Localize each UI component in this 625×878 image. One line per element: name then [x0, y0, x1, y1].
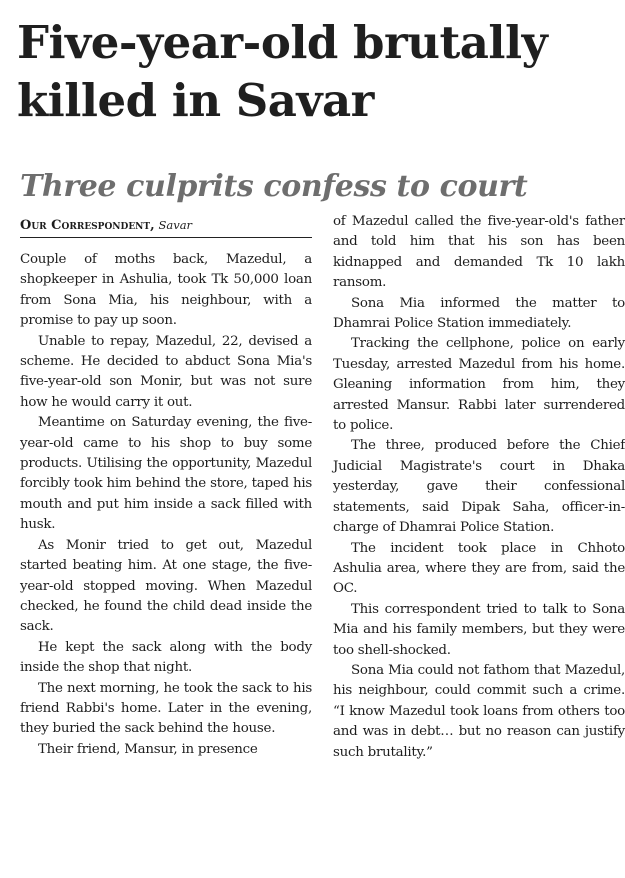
- subheadline: Three culprits confess to court: [20, 169, 528, 204]
- paragraph: Couple of moths back, Mazedul, a shopkeeper in Ashulia, took Tk 50,000 loan from Sona Mia, his neighbour, with a promise to pay up soon.: [20, 252, 312, 329]
- paragraph: As Monir tried to get out, Mazedul started beating him. At one stage, the five-year-old stopped moving. When Mazedul checked, he found the child dead inside the sack.: [20, 537, 312, 635]
- paragraph: Their friend, Mansur, in presence: [38, 741, 258, 757]
- paragraph: The incident took place in Chhoto Ashulia area, where they are from, said the OC.: [333, 540, 625, 597]
- article-column-1: [20, 250, 312, 760]
- paragraph: Unable to repay, Mazedul, 22, devised a scheme. He decided to abduct Sona Mia's five-year-old son Monir, but was not sure how he would carry it out.: [20, 333, 312, 410]
- paragraph: of Mazedul called the five-year-old's father and told him that his son has been kidnapped and demanded Tk 10 lakh ransom.: [333, 214, 625, 291]
- paragraph: Meantime on Saturday evening, the five-year-old came to his shop to buy some products. Utilising the opportunity, Mazedul forcibly took him behind the store, taped his mouth and put him inside a sack filled with husk.: [20, 415, 312, 533]
- paragraph: Sona Mia informed the matter to Dhamrai Police Station immediately.: [333, 295, 625, 332]
- paragraph: He kept the sack along with the body inside the shop that night.: [20, 639, 312, 676]
- article-column-2: [333, 212, 625, 763]
- paragraph: The three, produced before the Chief Judicial Magistrate's court in Dhaka yesterday, gave their confessional statements, said Dipak Saha, officer-in-charge of Dhamrai Police Station.: [333, 438, 625, 536]
- byline-location: Savar: [158, 218, 193, 232]
- headline: Five-year-old brutally killed in Savar: [17, 16, 548, 127]
- byline-author: Our Correspondent,: [20, 218, 155, 233]
- byline: [20, 216, 312, 238]
- paragraph: Sona Mia could not fathom that Mazedul, his neighbour, could commit such a crime. “I know Mazedul took loans from others too and was in debt… but no reason can justify such brutality.”: [333, 662, 625, 760]
- paragraph: The next morning, he took the sack to his friend Rabbi's home. Later in the evening, they buried the sack behind the house.: [20, 680, 312, 737]
- paragraph: This correspondent tried to talk to Sona Mia and his family members, but they were too shell-shocked.: [333, 601, 625, 658]
- paragraph: Tracking the cellphone, police on early Tuesday, arrested Mazedul from his home. Gleaning information from him, they arrested Mansur. Rabbi later surrendered to police.: [333, 336, 625, 434]
